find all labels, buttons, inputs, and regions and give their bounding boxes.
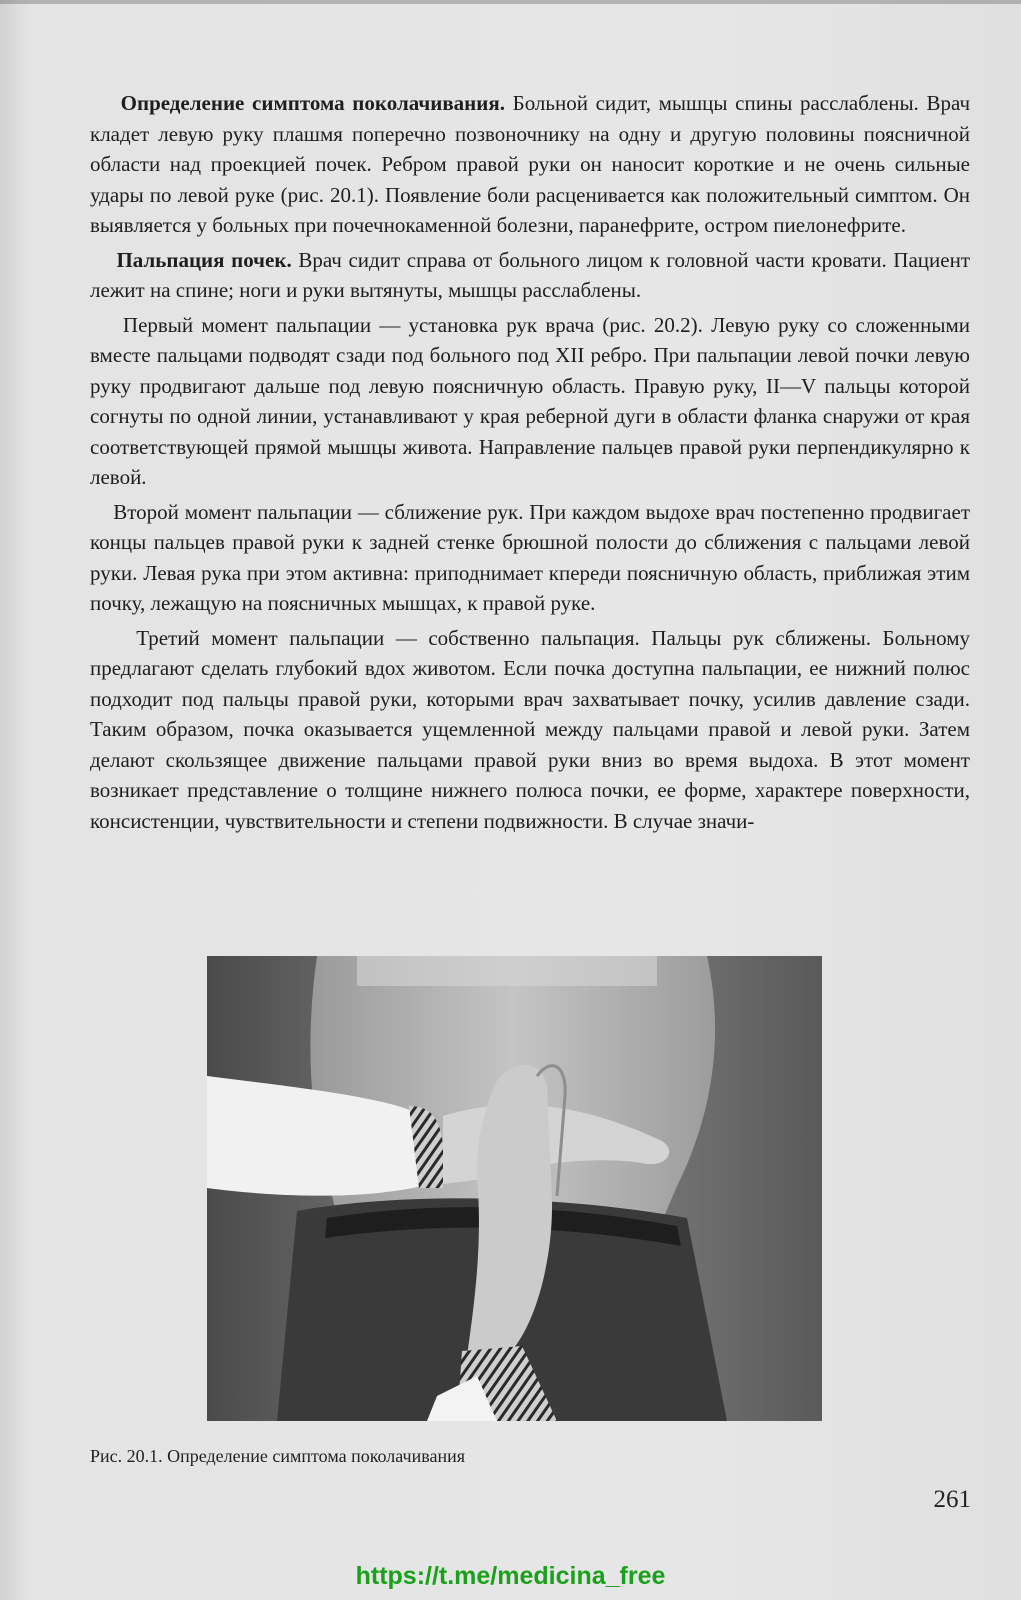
page-top-edge	[0, 0, 1021, 4]
paragraph-text: Первый момент пальпации — установка рук врача (рис. 20.2). Левую руку со сложенными вместе пальцами подводят сзади под больного под XII ребро. При пальпации левой почки левую руку продвигают дальше под левую поясничную область. Правую руку, II—V пальцы которой согнуты по одной линии, устанавливают у края реберной дуги в области фланка снаружи от края соответствующей прямой мышцы живота. Направление пальцев правой руки перпендикулярно к левой.	[90, 312, 970, 489]
paragraph-text: Врач сидит справа от больного лицом к головной части кровати. Пациент лежит на спине; ноги и руки вытянуты, мышцы расслаблены.	[90, 247, 971, 302]
paragraph-text: Больной сидит, мышцы спины расслаблены. Врач кладет левую руку плашмя поперечно позвоночнику на одну и другую половины поясничной области над проекцией почек. Ребром правой руки он наносит короткие и не очень сильные удары по левой руке (рис. 20.1). Появление боли расценивается как положительный симптом. Он выявляется у больных при почечнокаменной болезни, паранефрите, остром пиелонефрите.	[90, 91, 971, 237]
figure-caption: Рис. 20.1. Определение симптома поколачивания	[90, 1446, 466, 1466]
paragraph-heading: Пальпация почек.	[116, 247, 292, 272]
paragraph-second-moment	[90, 497, 970, 619]
back-highlight	[357, 956, 657, 986]
watermark-link[interactable]: https://t.me/medicina_free	[355, 1562, 666, 1590]
figure-photo	[207, 956, 822, 1421]
photo-illustration	[207, 956, 822, 1421]
paragraph-text: Второй момент пальпации — сближение рук. При каждом выдохе врач постепенно продвигает концы пальцев правой руки к задней стенке брюшной полости до сближения с пальцами левой руки. Левая рука при этом активна: приподнимает кпереди поясничную область, приближая этим почку, лежащую на поясничных мышцах, к правой руке.	[90, 499, 970, 615]
paragraph-text: Третий момент пальпации — собственно пальпация. Пальцы рук сближены. Больному предлагают сделать глубокий вдох животом. Если почка доступна пальпации, ее нижний полюс подходит под пальцы правой руки, которыми врач захватывает почку, усилив давление сзади. Таким образом, почка оказывается ущемленной между пальцами правой и левой руки. Затем делают скользящее движение пальцами правой руки вниз во время выдоха. В этот момент возникает представление о толщине нижнего полюса почки, ее форме, характере поверхности, консистенции, чувствительности и степени подвижности. В случае значи-	[90, 625, 971, 833]
paragraph-third-moment	[90, 623, 970, 837]
body-text	[90, 88, 970, 836]
paragraph-kidney-palpation	[90, 245, 970, 306]
paragraph-heading: Определение симптома поколачивания.	[120, 91, 505, 115]
paragraph-first-moment	[90, 310, 970, 493]
page-number: 261	[933, 1486, 971, 1513]
paragraph-percussion-symptom	[90, 88, 970, 241]
